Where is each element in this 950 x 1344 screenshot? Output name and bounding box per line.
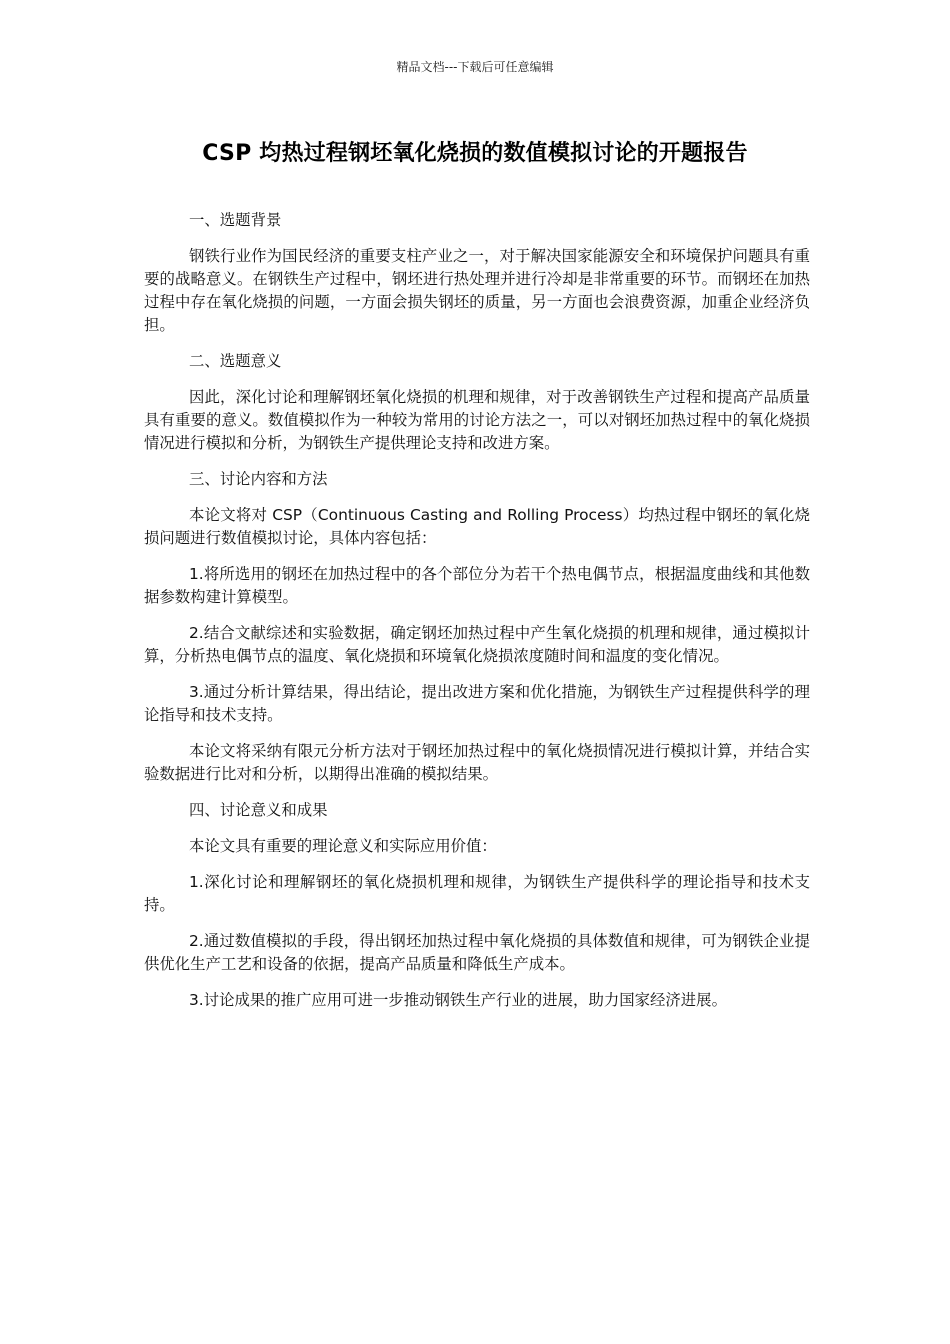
list-item: 2.结合文献综述和实验数据，确定钢坯加热过程中产生氧化烧损的机理和规律，通过模拟计算，分析热电偶节点的温度、氧化烧损和环境氧化烧损浓度随时间和温度的变化情况。: [144, 624, 810, 665]
list-item: 1.将所选用的钢坯在加热过程中的各个部位分为若干个热电偶节点，根据温度曲线和其他数据参数构建计算模型。: [144, 565, 810, 606]
paragraph: 本论文具有重要的理论意义和实际应用价值：: [189, 837, 497, 855]
list-item: 3.通过分析计算结果，得出结论，提出改进方案和优化措施，为钢铁生产过程提供科学的理论指导和技术支持。: [144, 683, 810, 724]
list-item: 2.通过数值模拟的手段，得出钢坯加热过程中氧化烧损的具体数值和规律，可为钢铁企业提供优化生产工艺和设备的依据，提高产品质量和降低生产成本。: [144, 932, 810, 973]
paragraph: 钢铁行业作为国民经济的重要支柱产业之一，对于解决国家能源安全和环境保护问题具有重要的战略意义。在钢铁生产过程中，钢坯进行热处理并进行冷却是非常重要的环节。而钢坯在加热过程中存在氧化烧损的问题，一方面会损失钢坯的质量，另一方面也会浪费资源，加重企业经济负担。: [144, 247, 810, 334]
page-title: CSP 均热过程钢坯氧化烧损的数值模拟讨论的开题报告: [202, 141, 748, 166]
paragraph: 本论文将采纳有限元分析方法对于钢坯加热过程中的氧化烧损情况进行模拟计算，并结合实验数据进行比对和分析，以期得出准确的模拟结果。: [144, 742, 810, 783]
paragraph: 本论文将对 CSP（Continuous Casting and Rolling Process）均热过程中钢坯的氧化烧损问题进行数值模拟讨论，具体内容包括：: [144, 506, 810, 547]
list-item: 3.讨论成果的推广应用可进一步推动钢铁生产行业的进展，助力国家经济进展。: [189, 991, 727, 1009]
section-heading-content: 三、讨论内容和方法: [189, 470, 328, 488]
section-heading-background: 一、选题背景: [189, 211, 282, 229]
header-note: 精品文档---下载后可任意编辑: [396, 60, 554, 74]
list-item: 1.深化讨论和理解钢坯的氧化烧损机理和规律，为钢铁生产提供科学的理论指导和技术支持。: [144, 873, 810, 914]
paragraph: 因此，深化讨论和理解钢坯氧化烧损的机理和规律，对于改善钢铁生产过程和提高产品质量具有重要的意义。数值模拟作为一种较为常用的讨论方法之一，可以对钢坯加热过程中的氧化烧损情况进行模拟和分析，为钢铁生产提供理论支持和改进方案。: [144, 388, 810, 452]
document-body: [144, 209, 810, 1025]
section-heading-significance: 二、选题意义: [189, 352, 282, 370]
section-heading-results: 四、讨论意义和成果: [189, 801, 328, 819]
